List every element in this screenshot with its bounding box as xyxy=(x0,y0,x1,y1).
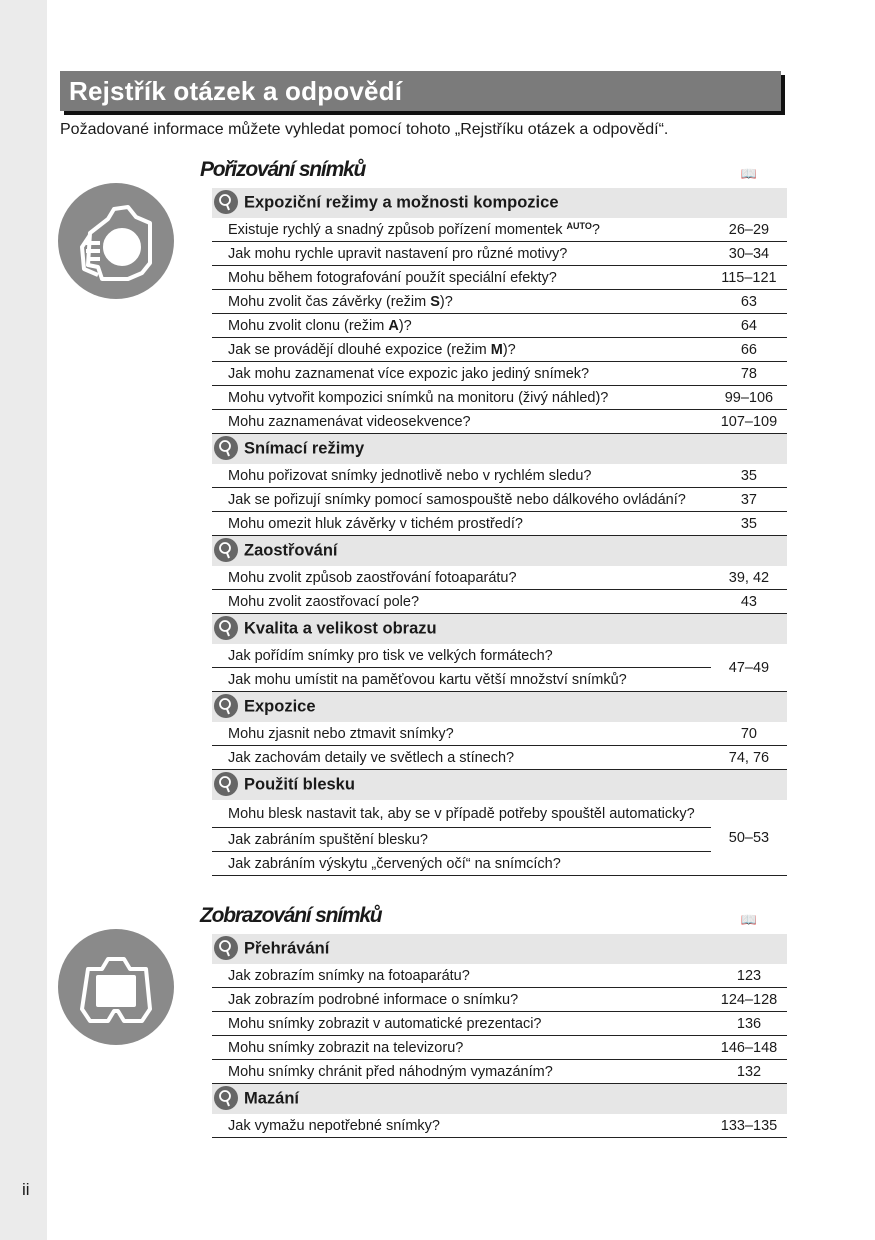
category-row xyxy=(212,1084,787,1115)
question-cell xyxy=(212,218,711,242)
question-text: Jak mohu rychle upravit nastavení pro různé motivy? xyxy=(228,245,568,262)
question-cell xyxy=(212,988,711,1012)
page-reference[interactable]: 123 xyxy=(711,964,787,988)
book-icon: 📖 xyxy=(740,166,757,181)
question-cell xyxy=(212,964,711,988)
page-reference[interactable]: 124–128 xyxy=(711,988,787,1012)
search-icon xyxy=(214,190,238,214)
category-row xyxy=(212,536,787,567)
camera-hands-icon xyxy=(58,183,174,299)
question-text: Jak mohu zaznamenat více expozic jako jediný snímek? xyxy=(228,365,590,382)
question-text-end: )? xyxy=(439,293,453,310)
category-title: Přehrávání xyxy=(244,939,330,958)
book-icon: 📖 xyxy=(740,912,757,927)
category-cell xyxy=(212,434,787,465)
category-title: Zaostřování xyxy=(244,541,338,560)
question-cell xyxy=(212,314,711,338)
question-row xyxy=(212,988,787,1012)
question-text: Jak zabráním výskytu „červených očí“ na snímcích? xyxy=(228,855,561,872)
title-bar xyxy=(60,71,781,111)
question-row xyxy=(212,828,787,852)
question-row xyxy=(212,852,787,876)
question-row xyxy=(212,800,787,828)
playback-hands-icon xyxy=(58,929,174,1045)
page-reference[interactable]: 47–49 xyxy=(711,644,787,692)
question-row xyxy=(212,362,787,386)
question-row xyxy=(212,566,787,590)
page-reference[interactable]: 64 xyxy=(711,314,787,338)
question-row xyxy=(212,1036,787,1060)
section-header xyxy=(200,904,787,934)
question-text-end: ? xyxy=(591,221,600,238)
question-cell xyxy=(212,464,711,488)
question-text: Mohu pořizovat snímky jednotlivě nebo v rychlém sledu? xyxy=(228,467,592,484)
question-row xyxy=(212,464,787,488)
mode-letter: A xyxy=(388,317,399,334)
index-table xyxy=(212,934,787,1138)
category-cell xyxy=(212,188,787,218)
question-text: Mohu zvolit způsob zaostřování fotoaparátu? xyxy=(228,569,517,586)
category-title: Použití blesku xyxy=(244,775,355,794)
question-text: Mohu během fotografování použít speciální efekty? xyxy=(228,269,557,286)
question-text: Mohu snímky chránit před náhodným vymazáním? xyxy=(228,1063,553,1080)
section-title: Pořizování snímků xyxy=(200,158,366,181)
question-cell xyxy=(212,828,711,852)
question-text: Jak zobrazím podrobné informace o snímku? xyxy=(228,991,519,1008)
section-icon xyxy=(58,929,174,1045)
index-section xyxy=(200,904,787,1138)
page-reference[interactable]: 26–29 xyxy=(711,218,787,242)
page-reference[interactable]: 39, 42 xyxy=(711,566,787,590)
question-cell xyxy=(212,644,711,668)
question-text-end: )? xyxy=(398,317,412,334)
question-row xyxy=(212,386,787,410)
intro-text: Požadované informace můžete vyhledat pomocí tohoto „Rejstříku otázek a odpovědí“. xyxy=(60,121,669,138)
section-icon xyxy=(58,183,174,299)
question-row xyxy=(212,512,787,536)
page-reference[interactable]: 35 xyxy=(711,512,787,536)
auto-mode-icon: AUTO xyxy=(566,220,592,231)
page-reference[interactable]: 99–106 xyxy=(711,386,787,410)
category-row xyxy=(212,434,787,465)
question-cell xyxy=(212,668,711,692)
question-cell xyxy=(212,590,711,614)
page-reference[interactable]: 37 xyxy=(711,488,787,512)
index-section xyxy=(200,158,787,876)
page-reference[interactable]: 50–53 xyxy=(711,800,787,876)
question-row xyxy=(212,964,787,988)
page-reference[interactable]: 115–121 xyxy=(711,266,787,290)
category-title: Mazání xyxy=(244,1089,300,1108)
question-cell xyxy=(212,488,711,512)
mode-letter: M xyxy=(490,341,503,358)
question-row xyxy=(212,1012,787,1036)
category-cell xyxy=(212,770,787,801)
question-cell xyxy=(212,1012,711,1036)
question-row xyxy=(212,290,787,314)
page-title: Rejstřík otázek a odpovědí xyxy=(69,76,403,106)
search-icon xyxy=(214,1086,238,1110)
question-cell xyxy=(212,746,711,770)
question-cell xyxy=(212,1036,711,1060)
question-cell xyxy=(212,266,711,290)
search-icon xyxy=(214,436,238,460)
category-cell xyxy=(212,1084,787,1115)
question-cell xyxy=(212,566,711,590)
page-reference[interactable]: 132 xyxy=(711,1060,787,1084)
category-row xyxy=(212,614,787,645)
question-row xyxy=(212,722,787,746)
question-row xyxy=(212,1060,787,1084)
category-row xyxy=(212,692,787,723)
question-row xyxy=(212,314,787,338)
question-text: Mohu zvolit čas závěrky (režim xyxy=(228,293,431,310)
search-icon xyxy=(214,936,238,960)
question-cell xyxy=(212,1060,711,1084)
question-row xyxy=(212,410,787,434)
page-reference[interactable]: 146–148 xyxy=(711,1036,787,1060)
page-reference[interactable]: 43 xyxy=(711,590,787,614)
page-reference[interactable]: 70 xyxy=(711,722,787,746)
question-text: Mohu vytvořit kompozici snímků na monitoru (živý náhled)? xyxy=(228,389,609,406)
question-text: Jak pořídím snímky pro tisk ve velkých formátech? xyxy=(228,647,553,664)
question-text: Mohu snímky zobrazit v automatické prezentaci? xyxy=(228,1015,542,1032)
index-table xyxy=(212,188,787,876)
category-cell xyxy=(212,692,787,723)
question-text: Jak vymažu nepotřebné snímky? xyxy=(228,1117,440,1134)
search-icon xyxy=(214,694,238,718)
page-reference[interactable]: 74, 76 xyxy=(711,746,787,770)
question-cell xyxy=(212,386,711,410)
question-text: Mohu zjasnit nebo ztmavit snímky? xyxy=(228,725,454,742)
category-cell xyxy=(212,934,787,964)
question-text: Mohu zaznamenávat videosekvence? xyxy=(228,413,471,430)
question-text: Jak zachovám detaily ve světlech a stínech? xyxy=(228,749,515,766)
page-reference[interactable]: 35 xyxy=(711,464,787,488)
question-cell xyxy=(212,338,711,362)
question-text: Mohu omezit hluk závěrky v tichém prostředí? xyxy=(228,515,523,532)
page-number: ii xyxy=(22,1180,30,1199)
question-row xyxy=(212,218,787,242)
search-icon xyxy=(214,616,238,640)
page-reference[interactable]: 66 xyxy=(711,338,787,362)
question-cell xyxy=(212,410,711,434)
question-text: Mohu zvolit zaostřovací pole? xyxy=(228,593,420,610)
question-row xyxy=(212,590,787,614)
question-row xyxy=(212,242,787,266)
question-cell xyxy=(212,1114,711,1138)
category-title: Snímací režimy xyxy=(244,439,365,458)
question-cell xyxy=(212,722,711,746)
page-reference[interactable]: 136 xyxy=(711,1012,787,1036)
margin-strip xyxy=(0,0,47,1240)
question-text: Jak zabráním spuštění blesku? xyxy=(228,831,428,848)
question-cell xyxy=(212,290,711,314)
page-reference[interactable]: 107–109 xyxy=(711,410,787,434)
question-row xyxy=(212,746,787,770)
page-reference[interactable]: 78 xyxy=(711,362,787,386)
question-text: Mohu zvolit clonu (režim xyxy=(228,317,389,334)
category-cell xyxy=(212,536,787,567)
question-cell xyxy=(212,800,711,828)
question-row xyxy=(212,1114,787,1138)
question-text-end: )? xyxy=(502,341,516,358)
question-row xyxy=(212,668,787,692)
category-row xyxy=(212,770,787,801)
search-icon xyxy=(214,772,238,796)
question-row xyxy=(212,266,787,290)
question-cell xyxy=(212,852,711,876)
question-text: Jak zobrazím snímky na fotoaparátu? xyxy=(228,967,470,984)
category-title: Kvalita a velikost obrazu xyxy=(244,619,437,638)
category-cell xyxy=(212,614,787,645)
page-reference[interactable]: 63 xyxy=(711,290,787,314)
question-text: Jak se provádějí dlouhé expozice (režim xyxy=(228,341,491,358)
question-row xyxy=(212,488,787,512)
section-title: Zobrazování snímků xyxy=(200,904,382,927)
question-text: Jak mohu umístit na paměťovou kartu větší množství snímků? xyxy=(228,671,627,688)
question-row xyxy=(212,338,787,362)
page-reference[interactable]: 133–135 xyxy=(711,1114,787,1138)
category-title: Expozice xyxy=(244,697,316,716)
question-cell xyxy=(212,362,711,386)
question-text: Mohu snímky zobrazit na televizoru? xyxy=(228,1039,464,1056)
section-header xyxy=(200,158,787,188)
question-text: Jak se pořizují snímky pomocí samospouště nebo dálkového ovládání? xyxy=(228,491,686,508)
category-title: Expoziční režimy a možnosti kompozice xyxy=(244,193,559,212)
question-cell xyxy=(212,512,711,536)
search-icon xyxy=(214,538,238,562)
category-row xyxy=(212,934,787,964)
question-row xyxy=(212,644,787,668)
question-text: Existuje rychlý a snadný způsob pořízení momentek xyxy=(228,221,567,238)
category-row xyxy=(212,188,787,218)
question-cell xyxy=(212,242,711,266)
page-reference[interactable]: 30–34 xyxy=(711,242,787,266)
mode-letter: S xyxy=(430,293,440,310)
question-text: Mohu blesk nastavit tak, aby se v případě potřeby spouštěl automaticky? xyxy=(228,805,695,822)
